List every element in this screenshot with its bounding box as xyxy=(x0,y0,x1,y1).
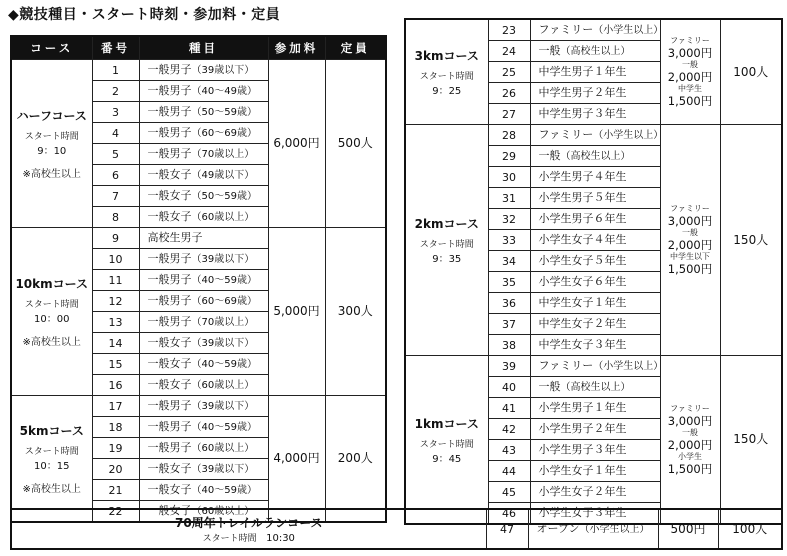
event-number: 35 xyxy=(488,272,530,293)
event-name: 小学生男子５年生 xyxy=(538,191,627,204)
table-row xyxy=(11,228,386,249)
fee-amount: 2,000円 xyxy=(667,238,713,252)
trail-run-table xyxy=(10,508,783,550)
event-sub: （40～59歳） xyxy=(191,275,257,286)
eligibility-note: ※高校生以上 xyxy=(22,337,81,348)
event-name: 一般男子 xyxy=(147,105,192,118)
eligibility-note: ※高校生以上 xyxy=(22,169,81,180)
trail-run-number: 47 xyxy=(486,509,528,549)
fee-amount: 3,000円 xyxy=(667,214,713,228)
event-name: 小学生男子４年生 xyxy=(538,170,627,183)
event-number: 26 xyxy=(488,83,530,104)
start-time-label: スタート時間 xyxy=(24,447,79,457)
event-cell xyxy=(530,272,660,293)
course-cell xyxy=(405,356,488,525)
event-sub: （60～69歳） xyxy=(191,128,257,139)
event-name: 一般女子 xyxy=(147,189,192,202)
event-number: 3 xyxy=(92,102,139,123)
right-course-table xyxy=(404,18,783,525)
fee-cell: 5,000円 xyxy=(268,228,325,396)
event-number: 41 xyxy=(488,398,530,419)
start-time: 9：45 xyxy=(432,453,462,465)
start-time-label: スタート時間 xyxy=(24,300,79,310)
header-event: 種目 xyxy=(139,36,268,60)
trail-run-capacity: 100人 xyxy=(718,509,782,549)
course-name: 1kmコース xyxy=(414,416,479,431)
start-time-label: スタート時間 xyxy=(419,72,474,82)
event-cell xyxy=(530,19,664,41)
event-sub: （50～59歳） xyxy=(191,107,257,118)
event-name: 中学生女子２年生 xyxy=(538,317,627,330)
event-name: 一般女子 xyxy=(147,504,192,517)
header-course: コース xyxy=(11,36,92,60)
event-number: 4 xyxy=(92,123,139,144)
event-name: 一般 xyxy=(538,44,561,57)
event-name: 小学生女子３年生 xyxy=(538,506,627,519)
event-sub: （39歳以下） xyxy=(191,338,255,349)
event-number: 9 xyxy=(92,228,139,249)
event-sub: （40～59歳） xyxy=(191,485,257,496)
table-row xyxy=(405,19,782,41)
event-cell xyxy=(139,459,268,480)
event-sub: （小学生以上） xyxy=(593,130,664,141)
event-sub: （高校生以上） xyxy=(560,46,631,57)
event-cell xyxy=(530,251,660,272)
event-number: 27 xyxy=(488,104,530,125)
event-name: 一般男子 xyxy=(147,315,192,328)
event-name: 一般 xyxy=(538,380,561,393)
capacity-cell: 200人 xyxy=(325,396,386,523)
fee-amount: 1,500円 xyxy=(667,94,713,108)
start-time: 10：15 xyxy=(34,461,70,472)
event-number: 45 xyxy=(488,482,530,503)
event-name: 小学生男子２年生 xyxy=(538,422,627,435)
fee-amount: 1,500円 xyxy=(667,461,713,476)
event-number: 13 xyxy=(92,312,139,333)
event-name: 一般男子 xyxy=(147,63,192,76)
event-cell xyxy=(139,375,268,396)
event-name: 一般女子 xyxy=(147,378,192,391)
trail-run-fee: 500円 xyxy=(658,509,718,549)
event-sub: （60歳以上） xyxy=(191,443,255,454)
event-number: 25 xyxy=(488,62,530,83)
event-cell xyxy=(530,419,660,440)
fee-amount: 3,000円 xyxy=(667,46,713,60)
event-cell xyxy=(530,125,664,146)
event-name: 小学生女子２年生 xyxy=(538,485,627,498)
event-cell xyxy=(530,461,660,482)
event-number: 2 xyxy=(92,81,139,102)
fee-cell xyxy=(660,125,720,356)
event-sub: （高校生以上） xyxy=(560,382,631,393)
start-time: 9：10 xyxy=(37,146,67,157)
event-cell xyxy=(139,480,268,501)
course-cell xyxy=(11,228,92,396)
event-cell xyxy=(530,167,660,188)
event-sub: （39歳以下） xyxy=(191,464,255,475)
event-number: 43 xyxy=(488,440,530,461)
event-name: 小学生女子６年生 xyxy=(538,275,627,288)
event-number: 21 xyxy=(92,480,139,501)
capacity-cell: 150人 xyxy=(720,356,782,525)
event-name: 一般男子 xyxy=(147,126,192,139)
event-number: 29 xyxy=(488,146,530,167)
event-name: 一般男子 xyxy=(147,252,192,265)
event-cell xyxy=(139,102,268,123)
event-cell xyxy=(139,228,268,249)
event-sub: （50～59歳） xyxy=(191,191,257,202)
course-cell xyxy=(11,396,92,523)
fee-category: 一般 xyxy=(682,427,698,437)
event-cell xyxy=(530,398,660,419)
event-name: ファミリー xyxy=(538,359,594,372)
event-number: 14 xyxy=(92,333,139,354)
event-name: 高校生男子 xyxy=(147,231,203,244)
course-cell xyxy=(405,125,488,356)
event-number: 42 xyxy=(488,419,530,440)
event-cell xyxy=(139,270,268,291)
event-name: 中学生男子１年生 xyxy=(538,65,627,78)
event-sub: （高校生以上） xyxy=(560,151,631,162)
event-name: 一般女子 xyxy=(147,483,192,496)
event-number: 28 xyxy=(488,125,530,146)
trail-run-event-sub: （小学生以上） xyxy=(579,524,650,535)
event-cell xyxy=(530,62,660,83)
event-cell xyxy=(530,356,664,377)
fee-category: ファミリー xyxy=(670,36,710,45)
course-name: ハーフコース xyxy=(16,109,87,123)
eligibility-note: ※高校生以上 xyxy=(22,484,81,495)
event-name: 一般男子 xyxy=(147,273,192,286)
event-name: 小学生女子４年生 xyxy=(538,233,627,246)
event-name: 一般女子 xyxy=(147,357,192,370)
event-cell xyxy=(139,312,268,333)
event-sub: （40～49歳） xyxy=(191,86,257,97)
event-cell xyxy=(530,83,660,104)
event-name: ファミリー xyxy=(538,23,594,36)
event-number: 5 xyxy=(92,144,139,165)
fee-amount: 1,500円 xyxy=(667,262,713,276)
event-cell xyxy=(139,60,268,81)
course-name: 10kmコース xyxy=(15,277,89,291)
header-capacity: 定員 xyxy=(325,36,386,60)
event-cell xyxy=(139,165,268,186)
header-fee: 参加料 xyxy=(268,36,325,60)
course-name: 3kmコース xyxy=(414,49,479,63)
event-cell xyxy=(139,249,268,270)
event-number: 23 xyxy=(488,19,530,41)
event-number: 18 xyxy=(92,417,139,438)
event-cell xyxy=(530,482,660,503)
event-number: 30 xyxy=(488,167,530,188)
event-name: 一般女子 xyxy=(147,168,192,181)
event-name: 中学生女子１年生 xyxy=(538,296,627,309)
fee-category: ファミリー xyxy=(670,403,710,413)
event-sub: （39歳以下） xyxy=(191,401,255,412)
event-cell xyxy=(139,396,268,417)
fee-category: 一般 xyxy=(682,228,698,237)
trail-run-course-name: 70周年トレイルランコース xyxy=(174,516,323,530)
event-cell xyxy=(139,207,268,228)
event-sub: （40～59歳） xyxy=(191,422,257,433)
fee-cell xyxy=(660,356,720,525)
event-number: 38 xyxy=(488,335,530,356)
left-course-table xyxy=(10,35,387,523)
event-number: 39 xyxy=(488,356,530,377)
event-number: 7 xyxy=(92,186,139,207)
event-sub: （60～69歳） xyxy=(191,296,257,307)
event-cell xyxy=(139,144,268,165)
event-sub: （40～59歳） xyxy=(191,359,257,370)
fee-category: 小学生 xyxy=(678,451,702,461)
table-row xyxy=(11,60,386,81)
event-sub: （60歳以上） xyxy=(191,212,255,223)
event-number: 11 xyxy=(92,270,139,291)
capacity-cell: 100人 xyxy=(720,19,782,125)
event-sub: （70歳以上） xyxy=(191,317,255,328)
event-number: 19 xyxy=(92,438,139,459)
event-name: 中学生男子２年生 xyxy=(538,86,627,99)
trail-run-event-name: オープン xyxy=(536,522,580,535)
event-cell xyxy=(530,314,660,335)
fee-amount: 2,000円 xyxy=(667,70,713,84)
start-time-label: スタート時間 xyxy=(419,240,474,250)
event-sub: （小学生以上） xyxy=(593,25,664,36)
event-cell xyxy=(139,123,268,144)
event-name: 一般 xyxy=(538,149,561,162)
event-number: 6 xyxy=(92,165,139,186)
event-number: 16 xyxy=(92,375,139,396)
event-sub: （39歳以下） xyxy=(191,254,255,265)
event-cell xyxy=(530,335,660,356)
event-cell xyxy=(530,440,660,461)
fee-cell xyxy=(660,19,720,125)
fee-category: 中学生 xyxy=(678,84,702,93)
table-row xyxy=(11,396,386,417)
event-number: 10 xyxy=(92,249,139,270)
event-number: 33 xyxy=(488,230,530,251)
event-name: 小学生女子１年生 xyxy=(538,464,627,477)
event-number: 44 xyxy=(488,461,530,482)
event-number: 8 xyxy=(92,207,139,228)
event-number: 40 xyxy=(488,377,530,398)
event-name: 一般男子 xyxy=(147,294,192,307)
fee-cell: 4,000円 xyxy=(268,396,325,523)
event-sub: （60歳以上） xyxy=(191,506,255,517)
event-number: 24 xyxy=(488,41,530,62)
table-row xyxy=(405,356,782,377)
capacity-cell: 150人 xyxy=(720,125,782,356)
course-name: 2kmコース xyxy=(414,217,479,231)
event-sub: （小学生以上） xyxy=(593,361,664,372)
fee-category: ファミリー xyxy=(670,204,710,213)
event-number: 36 xyxy=(488,293,530,314)
trail-run-start-time: 10:30 xyxy=(266,533,295,544)
fee-cell: 6,000円 xyxy=(268,60,325,228)
event-cell xyxy=(139,186,268,207)
table-row xyxy=(405,125,782,146)
event-cell xyxy=(530,188,660,209)
trail-run-course-cell xyxy=(11,509,486,549)
start-time: 10：00 xyxy=(34,314,70,325)
fee-category: 一般 xyxy=(682,60,698,69)
event-number: 31 xyxy=(488,188,530,209)
event-number: 46 xyxy=(488,503,530,525)
event-name: 一般男子 xyxy=(147,441,192,454)
event-name: 中学生男子３年生 xyxy=(538,107,627,120)
event-number: 32 xyxy=(488,209,530,230)
event-number: 17 xyxy=(92,396,139,417)
start-time: 9：25 xyxy=(432,86,462,97)
start-time: 9：35 xyxy=(432,254,462,265)
event-number: 15 xyxy=(92,354,139,375)
event-sub: （39歳以下） xyxy=(191,65,255,76)
fee-amount: 3,000円 xyxy=(667,413,713,428)
event-cell xyxy=(530,230,660,251)
event-name: 一般男子 xyxy=(147,84,192,97)
event-number: 34 xyxy=(488,251,530,272)
event-name: 小学生男子１年生 xyxy=(538,401,627,414)
event-cell xyxy=(139,417,268,438)
event-cell xyxy=(139,354,268,375)
trail-run-event xyxy=(528,509,658,549)
table-header-row xyxy=(11,36,386,60)
fee-category: 中学生以下 xyxy=(670,252,710,261)
start-time-label: スタート時間 xyxy=(419,439,474,450)
event-cell xyxy=(530,41,660,62)
event-cell xyxy=(139,81,268,102)
event-sub: （49歳以下） xyxy=(191,170,255,181)
event-cell xyxy=(530,146,660,167)
event-cell xyxy=(530,104,660,125)
trail-run-row xyxy=(11,509,782,549)
event-cell xyxy=(139,438,268,459)
header-number: 番号 xyxy=(92,36,139,60)
event-name: 小学生男子６年生 xyxy=(538,212,627,225)
event-name: 中学生女子３年生 xyxy=(538,338,627,351)
course-cell xyxy=(11,60,92,228)
event-sub: （70歳以上） xyxy=(191,149,255,160)
course-cell xyxy=(405,19,488,125)
event-name: 一般女子 xyxy=(147,336,192,349)
event-name: 一般男子 xyxy=(147,147,192,160)
event-cell xyxy=(530,377,660,398)
capacity-cell: 500人 xyxy=(325,60,386,228)
event-number: 22 xyxy=(92,501,139,523)
fee-amount: 2,000円 xyxy=(667,437,713,452)
event-sub: （60歳以上） xyxy=(191,380,255,391)
event-name: 小学生男子３年生 xyxy=(538,443,627,456)
trail-run-start-label: スタート時間 xyxy=(202,534,257,544)
event-name: 一般女子 xyxy=(147,210,192,223)
event-cell xyxy=(530,293,660,314)
event-number: 12 xyxy=(92,291,139,312)
event-name: 小学生女子５年生 xyxy=(538,254,627,267)
event-number: 20 xyxy=(92,459,139,480)
course-name: 5kmコース xyxy=(19,424,84,438)
event-number: 37 xyxy=(488,314,530,335)
start-time-label: スタート時間 xyxy=(24,132,79,142)
event-name: 一般女子 xyxy=(147,462,192,475)
event-cell xyxy=(139,291,268,312)
event-name: 一般男子 xyxy=(147,420,192,433)
event-cell xyxy=(530,209,660,230)
event-number: 1 xyxy=(92,60,139,81)
page-title: ◆競技種目・スタート時刻・参加料・定員 xyxy=(8,7,281,23)
event-cell xyxy=(139,333,268,354)
event-name: 一般男子 xyxy=(147,399,192,412)
capacity-cell: 300人 xyxy=(325,228,386,396)
event-name: ファミリー xyxy=(538,128,594,141)
